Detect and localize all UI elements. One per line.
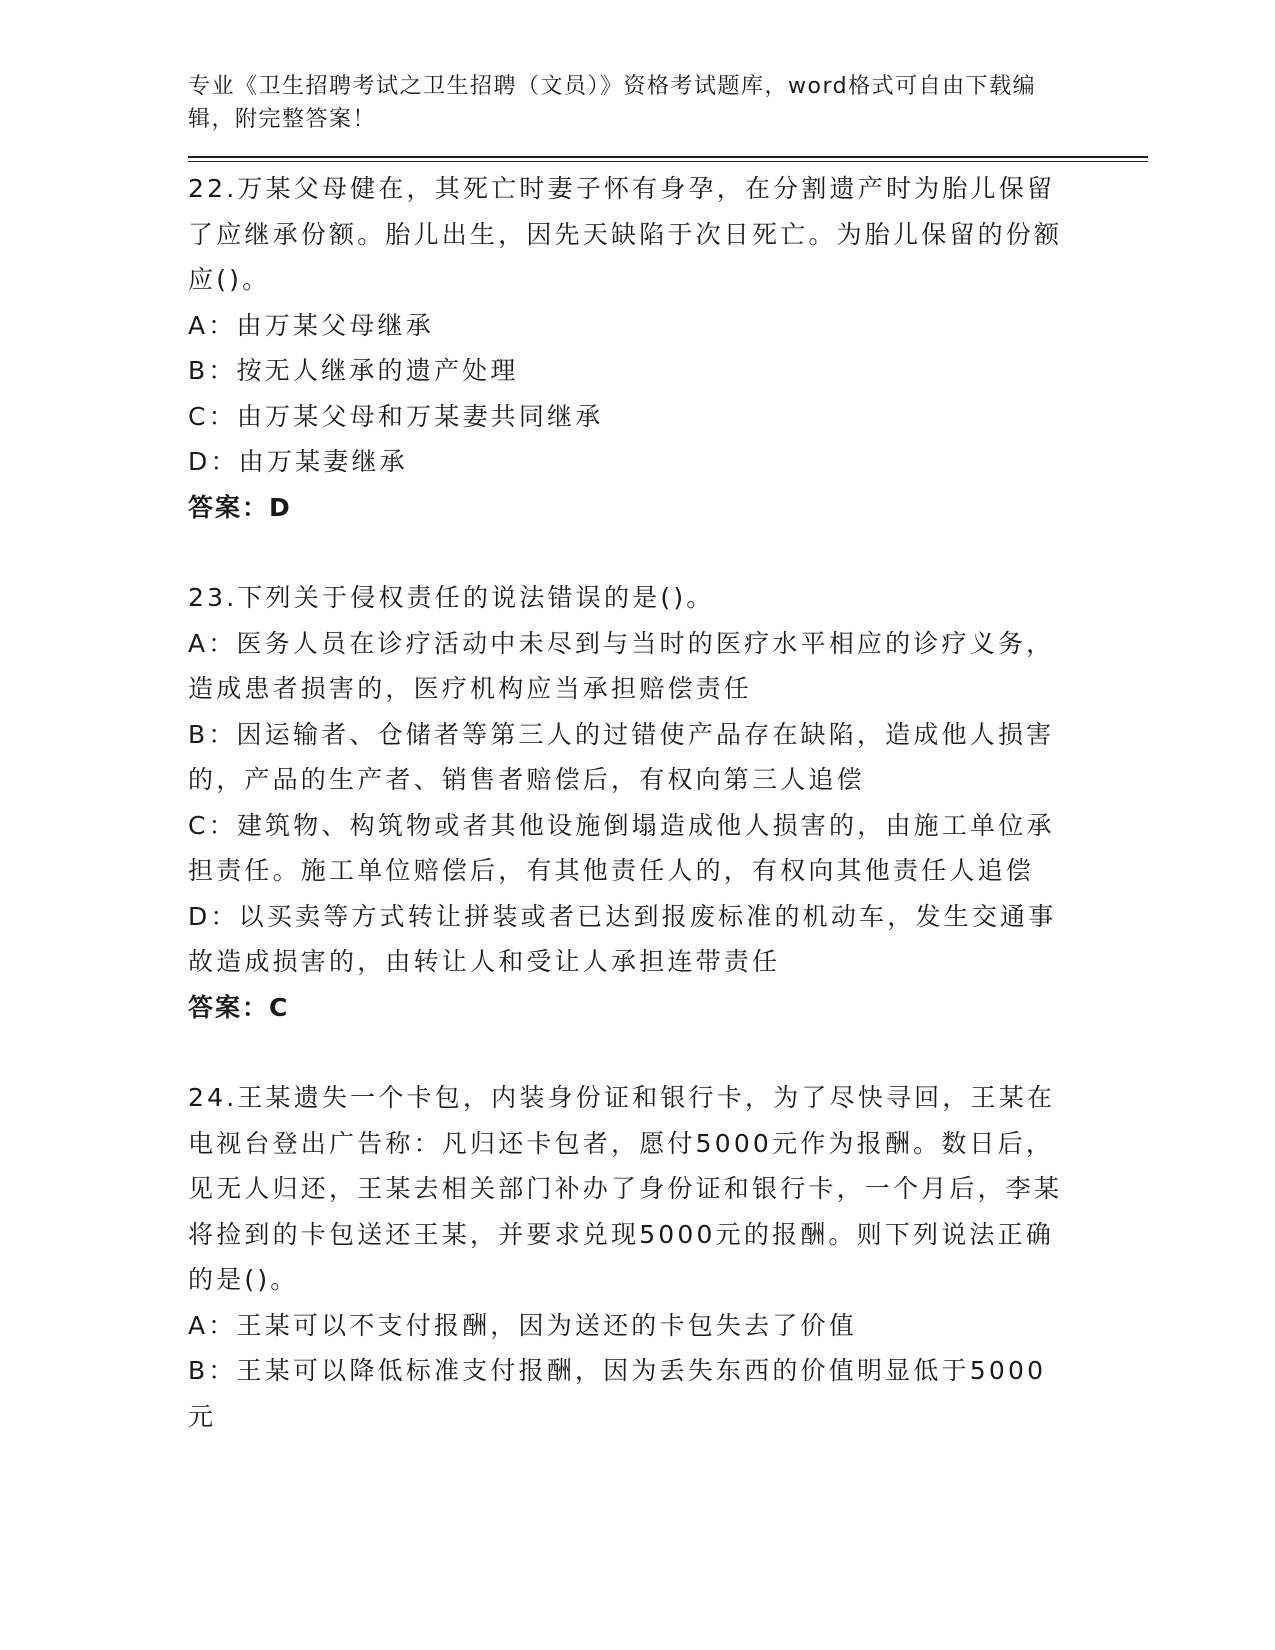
option-a: A：王某可以不支付报酬，因为送还的卡包失去了价值 [188, 1310, 857, 1340]
option-d: D：以买卖等方式转让拼装或者已达到报废标准的机动车，发生交通事故造成损害的，由转让人和受让人承担连带责任 [188, 901, 1057, 976]
option-b: B：王某可以降低标准支付报酬，因为丢失东西的价值明显低于5000元 [188, 1356, 1047, 1431]
question-23 [188, 575, 1068, 1030]
document-header: 专业《卫生招聘考试之卫生招聘（文员）》资格考试题库，word格式可自由下载编辑，附完整答案！ [188, 74, 1037, 132]
question-24 [188, 1075, 1068, 1439]
option-a: A：由万某父母继承 [188, 310, 434, 340]
option-c: C：建筑物、构筑物或者其他设施倒塌造成他人损害的，由施工单位承担责任。施工单位赔偿后，有其他责任人的，有权向其他责任人追偿 [188, 810, 1055, 885]
answer-line: 答案：C [188, 992, 290, 1022]
answer-line: 答案：D [188, 492, 292, 522]
option-d: D：由万某妻继承 [188, 447, 408, 476]
option-b: B：按无人继承的遗产处理 [188, 356, 519, 385]
option-c: C：由万某父母和万某妻共同继承 [188, 401, 604, 431]
question-list [188, 166, 1068, 1439]
header-divider [188, 156, 1148, 162]
option-b: B：因运输者、仓储者等第三人的过错使产品存在缺陷，造成他人损害的，产品的生产者、销售者赔偿后，有权向第三人追偿 [188, 719, 1055, 794]
question-stem: 24.王某遗失一个卡包，内装身份证和银行卡，为了尽快寻回，王某在电视台登出广告称：凡归还卡包者，愿付5000元作为报酬。数日后，见无人归还，王某去相关部门补办了身份证和银行卡，一个月后，李某将捡到的卡包送还王某，并要求兑现5000元的报酬。则下列说法正确的是()。 [188, 1083, 1063, 1294]
document-page [188, 70, 1148, 1439]
question-stem: 22.万某父母健在，其死亡时妻子怀有身孕，在分割遗产时为胎儿保留了应继承份额。胎儿出生，因先天缺陷于次日死亡。为胎儿保留的份额应()。 [188, 174, 1063, 294]
question-stem: 23.下列关于侵权责任的说法错误的是()。 [188, 583, 715, 612]
question-22 [188, 166, 1068, 530]
option-a: A：医务人员在诊疗活动中未尽到与当时的医疗水平相应的诊疗义务，造成患者损害的，医疗机构应当承担赔偿责任 [188, 628, 1055, 703]
